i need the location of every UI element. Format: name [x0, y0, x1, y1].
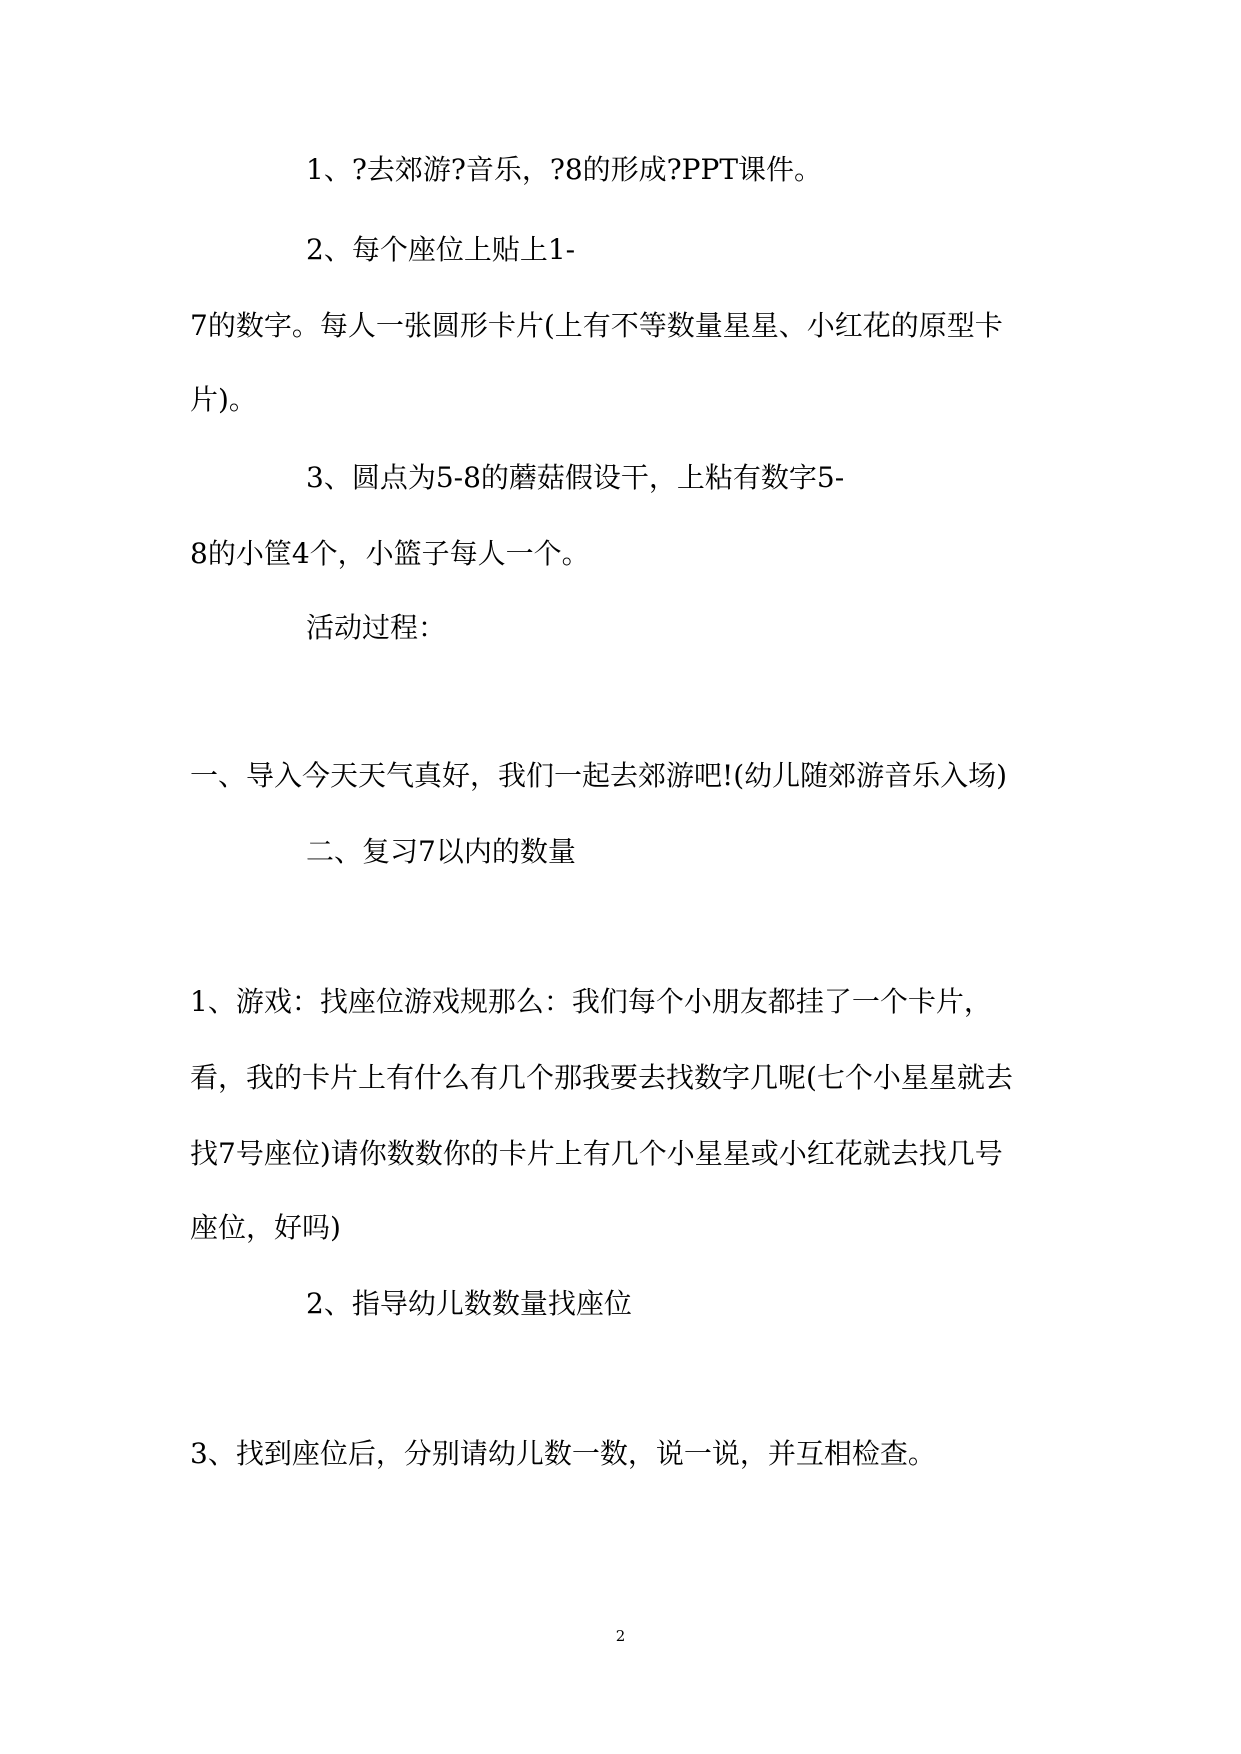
review-item-3: 3、找到座位后，分别请幼儿数一数，说一说，并互相检查。	[190, 1437, 936, 1470]
material-item-3-continued: 8的小筐4个，小篮子每人一个。	[190, 537, 590, 570]
material-item-3: 3、圆点为5-8的蘑菇假设干，上粘有数字5-	[306, 461, 845, 494]
review-item-2: 2、指导幼儿数数量找座位	[306, 1287, 632, 1320]
step-one-introduction: 一、导入今天天气真好，我们一起去郊游吧!(幼儿随郊游音乐入场)	[190, 759, 1008, 792]
material-item-2-continued: 7的数字。每人一张圆形卡片(上有不等数量星星、小红花的原型卡	[190, 309, 1003, 342]
review-item-1: 1、游戏：找座位游戏规那么：我们每个小朋友都挂了一个卡片，	[190, 985, 992, 1018]
page-number: 2	[615, 1627, 626, 1645]
review-item-1-continued-2: 找7号座位)请你数数你的卡片上有几个小星星或小红花就去找几号	[190, 1137, 1003, 1170]
review-item-1-end: 座位，好吗)	[190, 1211, 341, 1244]
step-two-review: 二、复习7以内的数量	[306, 835, 576, 868]
material-item-2: 2、每个座位上贴上1-	[306, 233, 576, 266]
material-item-2-end: 片)。	[190, 383, 257, 416]
review-item-1-continued: 看，我的卡片上有什么有几个那我要去找数字几呢(七个小星星就去	[190, 1061, 1013, 1094]
section-heading-activity-process: 活动过程：	[306, 611, 447, 644]
material-item-1: 1、?去郊游?音乐，?8的形成?PPT课件。	[306, 153, 823, 186]
